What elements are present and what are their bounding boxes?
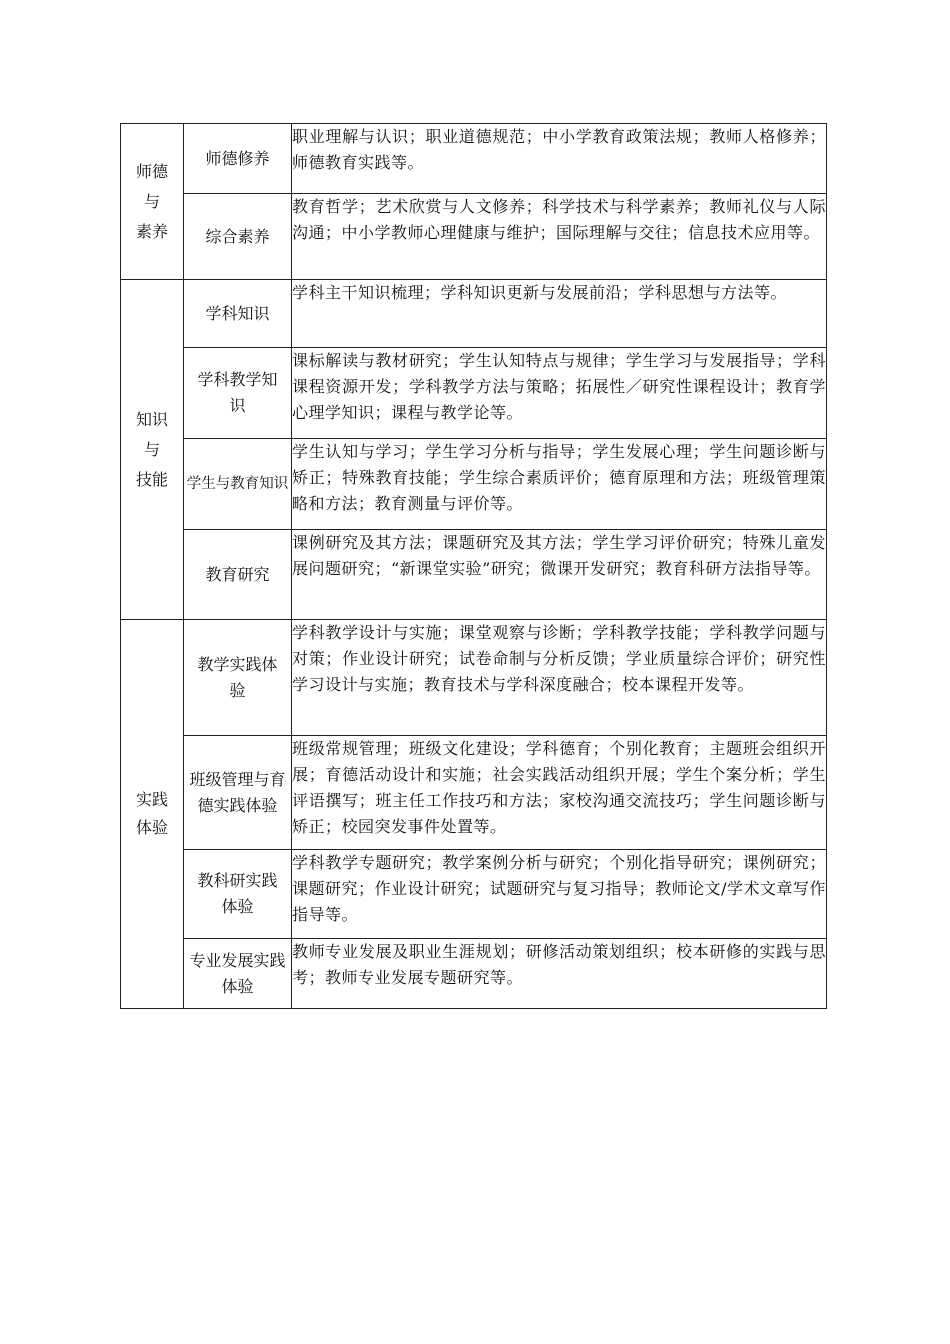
table-row bbox=[121, 620, 827, 736]
module-cell bbox=[184, 620, 292, 736]
module-cell bbox=[184, 348, 292, 439]
module-cell bbox=[184, 939, 292, 1009]
table-row bbox=[121, 439, 827, 530]
content-text: 学科教学专题研究；教学案例分析与研究；个别化指导研究；课例研究；课题研究；作业设计研究；试题研究与复习指导；教师论文/学术文章写作指导等。 bbox=[292, 853, 826, 924]
content-cell bbox=[292, 280, 827, 348]
module-label: 学科教学知识 bbox=[197, 370, 278, 415]
content-text: 教育哲学；艺术欣赏与人文修养；科学技术与科学素养；教师礼仪与人际沟通；中小学教师心理健康与维护；国际理解与交往；信息技术应用等。 bbox=[292, 197, 826, 242]
content-text: 教师专业发展及职业生涯规划；研修活动策划组织；校本研修的实践与思考；教师专业发展专题研究等。 bbox=[292, 942, 826, 987]
module-label: 专业发展实践体验 bbox=[189, 950, 286, 996]
table-row bbox=[121, 348, 827, 439]
content-cell bbox=[292, 194, 827, 280]
module-label: 教科研实践体验 bbox=[197, 871, 278, 916]
module-label: 学科知识 bbox=[205, 303, 270, 323]
domain-cell bbox=[121, 124, 184, 280]
domain-cell bbox=[121, 620, 184, 1009]
content-cell bbox=[292, 939, 827, 1009]
table-row bbox=[121, 124, 827, 194]
table-row bbox=[121, 530, 827, 620]
module-cell bbox=[184, 530, 292, 620]
module-cell bbox=[184, 736, 292, 850]
content-cell bbox=[292, 736, 827, 850]
module-cell bbox=[184, 850, 292, 939]
content-cell bbox=[292, 850, 827, 939]
table-row bbox=[121, 850, 827, 939]
table-row bbox=[121, 194, 827, 280]
table-row bbox=[121, 280, 827, 348]
curriculum-table bbox=[120, 123, 827, 1009]
domain-label: 知识 与 技能 bbox=[135, 409, 168, 489]
content-text: 课标解读与教材研究；学生认知特点与规律；学生学习与发展指导；学科课程资源开发；学科教学方法与策略；拓展性／研究性课程设计；教育学心理学知识；课程与教学论等。 bbox=[292, 351, 826, 422]
content-text: 学科主干知识梳理；学科知识更新与发展前沿；学科思想与方法等。 bbox=[292, 283, 788, 302]
content-text: 学生认知与学习；学生学习分析与指导；学生发展心理；学生问题诊断与矫正；特殊教育技能；学生综合素质评价；德育原理和方法；班级管理策略和方法；教育测量与评价等。 bbox=[292, 442, 826, 513]
module-label: 教学实践体验 bbox=[197, 654, 278, 700]
module-label: 班级管理与育德实践体验 bbox=[189, 769, 286, 815]
table-row bbox=[121, 736, 827, 850]
content-cell bbox=[292, 348, 827, 439]
module-cell bbox=[184, 124, 292, 194]
domain-cell bbox=[121, 280, 184, 620]
content-cell bbox=[292, 439, 827, 530]
content-cell bbox=[292, 124, 827, 194]
content-text: 班级常规管理；班级文化建设；学科德育；个别化教育；主题班会组织开展；育德活动设计和实施；社会实践活动组织开展；学生个案分析；学生评语撰写；班主任工作技巧和方法；家校沟通交流技巧；学生问题诊断与矫正；校园突发事件处置等。 bbox=[292, 739, 826, 836]
content-text: 学科教学设计与实施；课堂观察与诊断；学科教学技能；学科教学问题与对策；作业设计研究；试卷命制与分析反馈；学业质量综合评价；研究性学习设计与实施；教育技术与学科深度融合；校本课程开发等。 bbox=[292, 623, 826, 694]
module-label: 师德修养 bbox=[205, 148, 270, 168]
module-label: 综合素养 bbox=[205, 226, 270, 246]
domain-label: 实践 体验 bbox=[135, 790, 168, 837]
domain-label: 师德 与 素养 bbox=[135, 161, 168, 241]
module-cell bbox=[184, 439, 292, 530]
content-cell bbox=[292, 620, 827, 736]
content-text: 课例研究及其方法；课题研究及其方法；学生学习评价研究；特殊儿童发展问题研究；“新课堂实验”研究；微课开发研究；教育科研方法指导等。 bbox=[292, 533, 826, 578]
content-cell bbox=[292, 530, 827, 620]
module-label: 学生与教育知识 bbox=[186, 476, 289, 492]
table-row bbox=[121, 939, 827, 1009]
module-cell bbox=[184, 280, 292, 348]
content-text: 职业理解与认识；职业道德规范；中小学教育政策法规；教师人格修养；师德教育实践等。 bbox=[292, 127, 826, 172]
module-cell bbox=[184, 194, 292, 280]
module-label: 教育研究 bbox=[205, 564, 270, 584]
